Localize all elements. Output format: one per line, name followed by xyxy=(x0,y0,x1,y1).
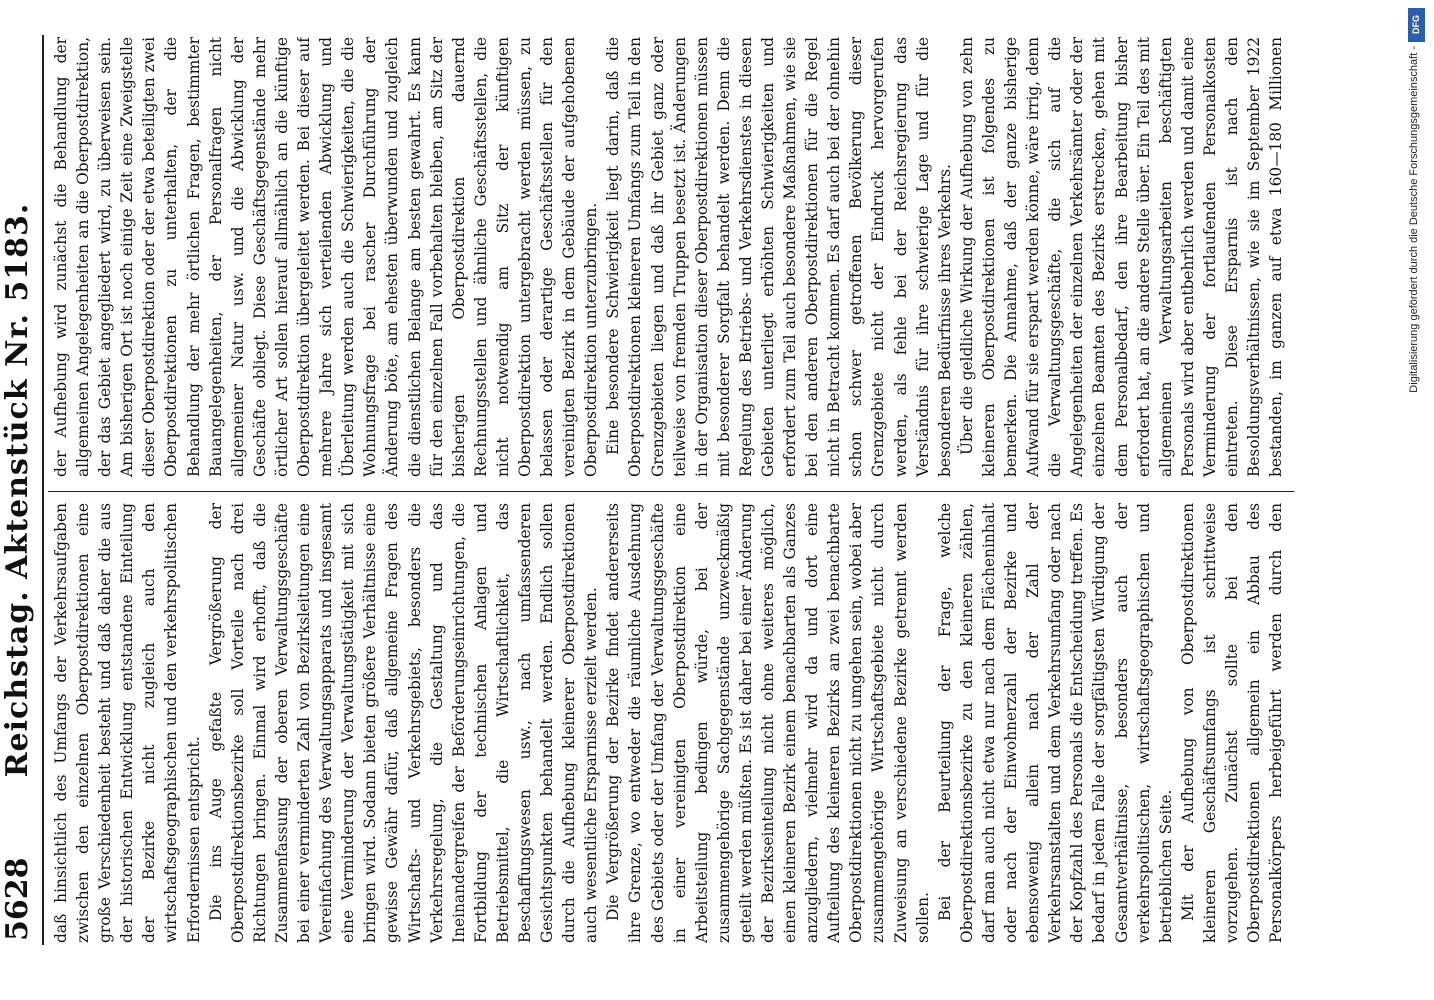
document-page xyxy=(0,19,1314,961)
left-paragraph-4: Bei der Beurteilung der Frage, welche Oberpostdirektionsbezirke zu den kleineren zählen, darf man auch nicht etwa nur nach dem Flächeninhalt oder nach der Einwohnerzahl der Bezirke und ebensowenig allein nach der Zahl der Verkehrsanstalten und dem Verkehrsumfang oder nach der Kopfzahl des Personals die Entscheidung treffen. Es bedarf in jedem Falle der sorgfältigsten Würdigung der Gesamtverhältnisse, besonders auch der verkehrspolitischen, wirtschaftsgeographischen und betrieblichen Seite. xyxy=(935,503,1175,943)
header-rule xyxy=(42,35,44,945)
left-column xyxy=(50,503,1290,943)
left-paragraph-2: Die ins Auge gefaßte Vergrößerung der Oberpostdirektionsbezirke soll Vorteile nach drei Richtungen bringen. Einmal wird erhofft, daß die Zusammenfassung der oberen Verwaltungsgeschäfte bei einer verminderten Zahl von Bezirksleitungen eine Vereinfachung des Verwaltungsapparats und insgesamt eine Verminderung der Verwaltungstätigkeit mit sich bringen wird. Sodann bieten größere Verhältnisse eine gewisse Gewähr dafür, daß allgemeine Fragen des Wirtschafts- und Verkehrsgebiets, besonders die Verkehrsregelung, die Gestaltung und das Ineinandergreifen der Beförderungseinrichtungen, die Fortbildung der technischen Anlagen und Betriebsmittel, die Wirtschaftlichkeit, das Beschaffungswesen usw., nach umfassenderen Gesichtspunkten behandelt werden. Endlich sollen durch die Aufhebung kleinerer Oberpostdirektionen auch wesentliche Ersparnisse erzielt werden. xyxy=(206,503,601,943)
left-paragraph-5: Mit der Aufhebung von Oberpostdirektionen kleineren Geschäftsumfangs ist schrittweise vorzugehen. Zunächst sollte bei den Oberpostdirektionen allgemein ein Abbau des Personalkörpers herbeigeführt werden durch den xyxy=(1178,503,1286,943)
page-number: 5628 xyxy=(0,857,35,941)
right-column xyxy=(50,37,1290,477)
page-title: Reichstag. Aktenstück Nr. 5183. xyxy=(0,202,35,778)
right-paragraph-1: der Aufhebung wird zunächst die Behandlung der allgemeinen Angelegenheiten an die Oberpostdirektion, der das Gebiet angegliedert wird, zu überweisen sein. Am bisherigen Ort ist noch einige Zeit eine Zweigstelle dieser Oberpostdirektion oder der etwa beteiligten zwei Oberpostdirektionen zu unterhalten, der die Behandlung der mehr örtlichen Fragen, bestimmter Bauangelegenheiten, der Personalfragen nicht allgemeiner Natur usw. und die Abwicklung der Geschäfte obliegt. Diese Geschäftsgegenstände mehr örtlicher Art sollen hierauf allmählich an die künftige Oberpostdirektion übergeleitet werden. Bei dieser auf mehrere Jahre sich verteilenden Abwicklung und Überleitung werden auch die Schwierigkeiten, die die Wohnungsfrage bei rascher Durchführung der Änderung böte, am ehesten überwunden und zugleich die dienstlichen Belange am besten gewahrt. Es kann für den einzelnen Fall vorbehalten bleiben, am Sitz der bisherigen Oberpostdirektion dauernd Rechnungsstellen und ähnliche Geschäftsstellen, die nicht notwendig am Sitz der künftigen Oberpostdirektion untergebracht werden müssen, zu belassen oder derartige Geschäftsstellen für den vereinigten Bezirk in dem Gebäude der aufgehobenen Oberpostdirektion unterzubringen. xyxy=(52,37,601,477)
left-paragraph-3: Die Vergrößerung der Bezirke findet andererseits ihre Grenze, wo entweder die räumliche Ausdehnung des Gebiets oder der Umfang der Verwaltungsgeschäfte in einer vereinigten Oberpostdirektion eine Arbeitsteilung bedingen würde, bei der zusammengehörige Sachgegenstände unzweckmäßig geteilt werden müßten. Es ist daher bei einer Änderung der Bezirkseinteilung nicht ohne weiteres möglich, einen kleineren Bezirk einem benachbarten als Ganzes anzugliedern, vielmehr wird da und dort eine Aufteilung des kleineren Bezirks an zwei benachbarte Oberpostdirektionen nicht zu umgehen sein, wobei aber zusammengehörige Wirtschaftsgebiete nicht durch Zuweisung an verschiedene Bezirke getrennt werden sollen. xyxy=(604,503,932,943)
right-paragraph-2: Eine besondere Schwierigkeit liegt darin, daß die Oberpostdirektionen kleineren Umfangs zum Teil in den Grenzgebieten liegen und daß ihr Gebiet ganz oder teilweise von fremden Truppen besetzt ist. Änderungen in der Organisation dieser Oberpostdirektionen müssen mit besonderer Sorgfalt behandelt werden. Denn die Regelung des Betriebs- und Verkehrsdienstes in diesen Gebieten unterliegt erhöhten Schwierigkeiten und erfordert zum Teil auch besondere Maßnahmen, wie sie bei den anderen Oberpostdirektionen für die Regel nicht in Betracht kommen. Es darf auch bei der ohnehin schon schwer getroffenen Bevölkerung dieser Grenzgebiete nicht der Eindruck hervorgerufen werden, als fehle bei der Reichsregierung das Verständnis für ihre schwierige Lage und für die besonderen Bedürfnisse ihres Verkehrs. xyxy=(604,37,954,477)
right-paragraph-3: Über die geldliche Wirkung der Aufhebung von zehn kleineren Oberpostdirektionen ist folgendes zu bemerken. Die Annahme, daß der ganze bisherige Aufwand für sie erspart werden könne, wäre irrig, denn die Verwaltungsgeschäfte, die sich auf die Angelegenheiten der einzelnen Verkehrsämter oder der einzelnen Beamten des Bezirks erstrecken, gehen mit dem Personalbedarf, den ihre Bearbeitung bisher erfordert hat, an die andere Stelle über. Ein Teil des mit allgemeinen Verwaltungsarbeiten beschäftigten Personals wird aber entbehrlich werden und damit eine Verminderung der fortlaufenden Personalkosten eintreten. Diese Ersparnis ist nach den Besoldungsverhältnissen, wie sie im September 1922 bestanden, im ganzen auf etwa 160—180 Millionen xyxy=(957,37,1286,477)
digitization-credit: Digitalisierung gefördert durch die Deutsche Forschungsgemeinschaft - xyxy=(1408,46,1420,393)
dfg-logo: DFG xyxy=(1408,8,1425,42)
page-header xyxy=(0,39,40,941)
digitization-sidebar xyxy=(1406,0,1428,1000)
left-paragraph-1: daß hinsichtlich des Umfangs der Verkehrsaufgaben zwischen den einzelnen Oberpostdirektionen eine große Verschiedenheit besteht und daß daher die aus der historischen Entwicklung entstandene Einteilung der Bezirke nicht zugleich auch den wirtschaftsgeographischen und den verkehrspolitischen Erfordernissen entspricht. xyxy=(52,503,203,943)
column-divider xyxy=(48,491,1294,492)
